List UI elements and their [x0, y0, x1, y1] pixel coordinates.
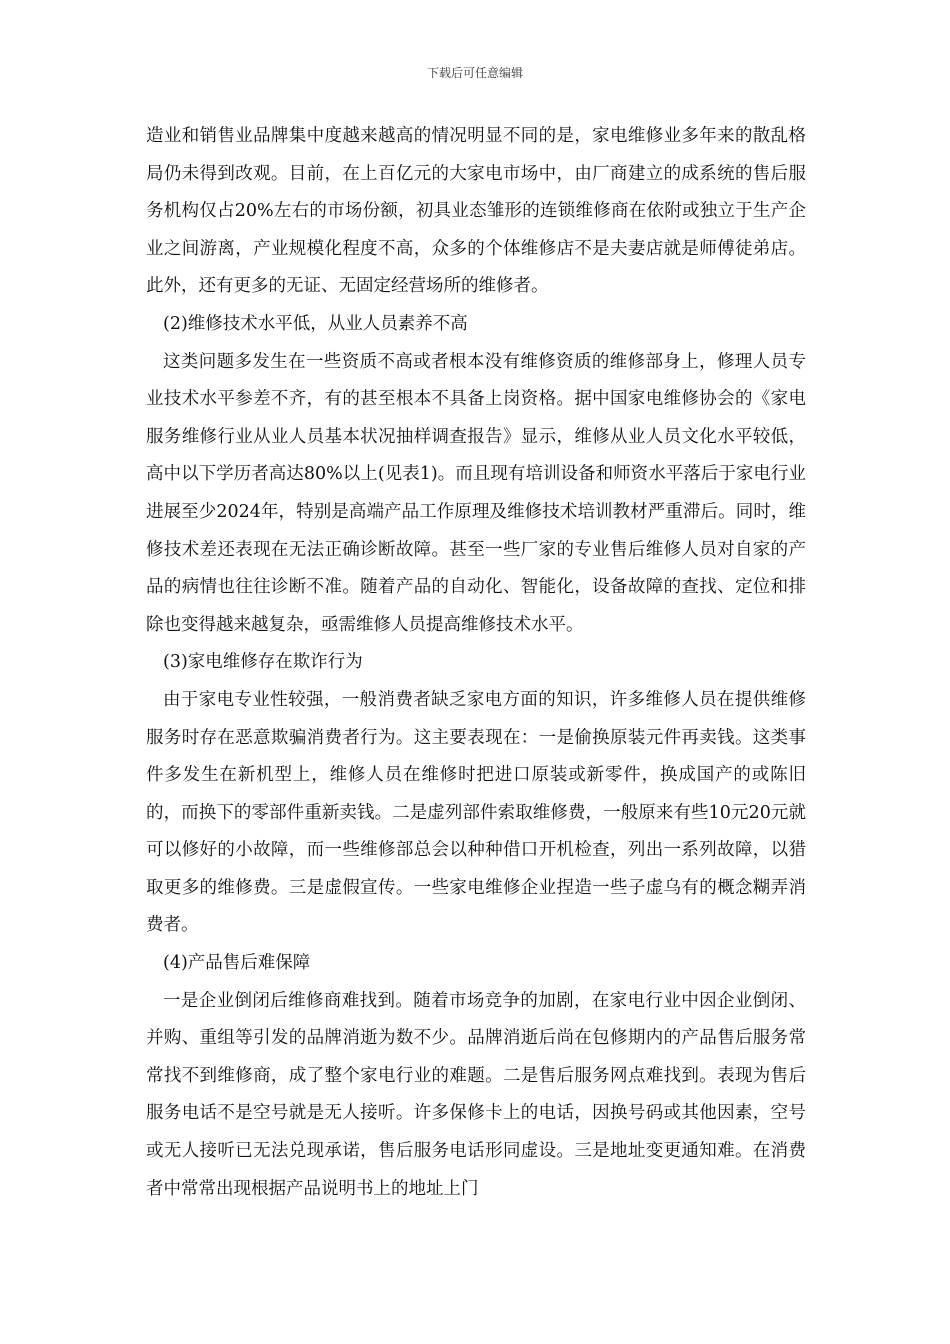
section-heading-4: (4)产品售后难保障 [163, 953, 311, 974]
paragraph-section-2: 这类问题多发生在一些资质不高或者根本没有维修资质的维修部身上，修理人员专业技术水平参差不齐，有的甚至根本不具备上岗资格。据中国家电维修协会的《家电服务维修行业从业人员基本状况抽样调查报告》显示，维修从业人员文化水平较低，高中以下学历者高达80%以上(见表1)。而且现有培训设备和师资水平落后于家电行业进展至少2024年，特别是高端产品工作原理及维修技术培训教材严重滞后。同时，维修技术差还表现在无法正确诊断故障。甚至一些厂家的专业售后维修人员对自家的产品的病情也往往诊断不准。随着产品的自动化、智能化，设备故障的查找、定位和排除也变得越来越复杂，亟需维修人员提高维修技术水平。 [146, 351, 806, 635]
section-heading-2: (2)维修技术水平低，从业人员素养不高 [163, 313, 468, 334]
paragraph-section-4: 一是企业倒闭后维修商难找到。随着市场竞争的加剧，在家电行业中因企业倒闭、并购、重组等引发的品牌消逝为数不少。品牌消逝后尚在包修期内的产品售后服务常常找不到维修商，成了整个家电行业的难题。二是售后服务网点难找到。表现为售后服务电话不是空号就是无人接听。许多保修卡上的电话，因换号码或其他因素，空号或无人接听已无法兑现承诺，售后服务电话形同虚设。三是地址变更通知难。在消费者中常常出现根据产品说明书上的地址上门 [146, 990, 806, 1199]
section-heading-3: (3)家电维修存在欺诈行为 [163, 652, 363, 673]
document-body [146, 118, 806, 1208]
paragraph-intro: 造业和销售业品牌集中度越来越高的情况明显不同的是，家电维修业多年来的散乱格局仍未得到改观。目前，在上百亿元的大家电市场中，由厂商建立的成系统的售后服务机构仅占20%左右的市场份额，初具业态雏形的连锁维修商在依附或独立于生产企业之间游离，产业规模化程度不高，众多的个体维修店不是夫妻店就是师傅徒弟店。此外，还有更多的无证、无固定经营场所的维修者。 [146, 126, 806, 297]
paragraph-section-3: 由于家电专业性较强，一般消费者缺乏家电方面的知识，许多维修人员在提供维修服务时存在恶意欺骗消费者行为。这主要表现在：一是偷换原装元件再卖钱。这类事件多发生在新机型上，维修人员在维修时把进口原装或新零件，换成国产的或陈旧的，而换下的零部件重新卖钱。二是虚列部件索取维修费，一般原来有些10元20元就可以修好的小故障，而一些维修部总会以种种借口开机检查，列出一系列故障，以猎取更多的维修费。三是虚假宣传。一些家电维修企业捏造一些子虚乌有的概念糊弄消费者。 [146, 689, 806, 936]
page-header: 下载后可任意编辑 [426, 66, 523, 80]
